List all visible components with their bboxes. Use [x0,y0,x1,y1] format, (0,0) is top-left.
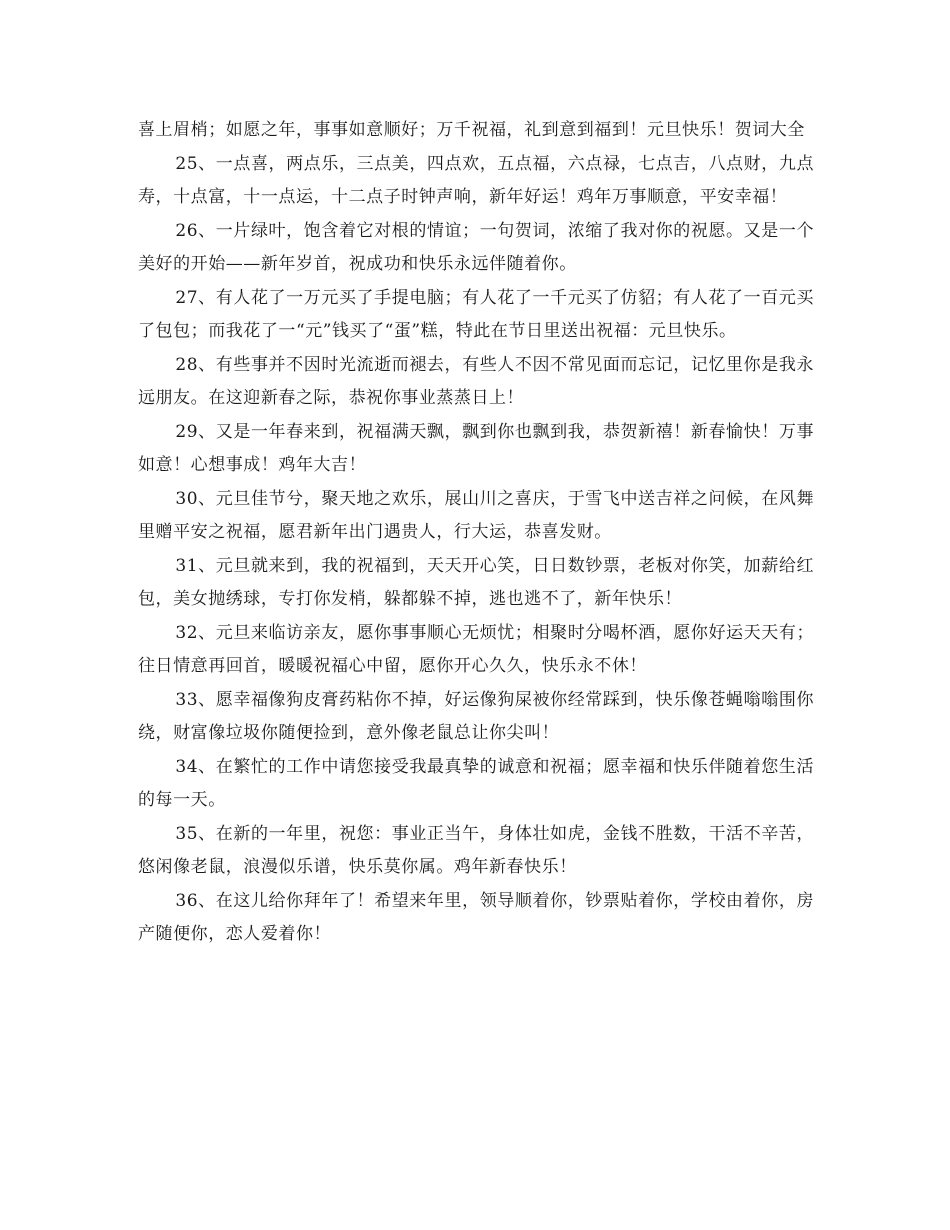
paragraph-item-25: 25、一点喜，两点乐，三点美，四点欢，五点福，六点禄，七点吉，八点财，九点寿，十点富，十一点运，十二点子时钟声响，新年好运！鸡年万事顺意，平安幸福！ [138,153,814,207]
paragraph-item-33: 33、愿幸福像狗皮膏药粘你不掉，好运像狗屎被你经常踩到，快乐像苍蝇嗡嗡围你绕，财富像垃圾你随便捡到，意外像老鼠总让你尖叫！ [138,689,814,743]
paragraph-item-30: 30、元旦佳节兮，聚天地之欢乐，展山川之喜庆，于雪飞中送吉祥之问候，在风舞里赠平安之祝福，愿君新年出门遇贵人，行大运，恭喜发财。 [138,488,814,542]
paragraph-item-34: 34、在繁忙的工作中请您接受我最真挚的诚意和祝福；愿幸福和快乐伴随着您生活的每一天。 [138,756,814,810]
document-body [138,114,814,952]
paragraph-item-31: 31、元旦就来到，我的祝福到，天天开心笑，日日数钞票，老板对你笑，加薪给红包，美女抛绣球，专打你发梢，躲都躲不掉，逃也逃不了，新年快乐！ [138,555,814,609]
paragraph-item-28: 28、有些事并不因时光流逝而褪去，有些人不因不常见面而忘记，记忆里你是我永远朋友。在这迎新春之际，恭祝你事业蒸蒸日上！ [138,354,814,408]
paragraph-continuation: 喜上眉梢；如愿之年，事事如意顺好；万千祝福，礼到意到福到！元旦快乐！贺词大全 [138,120,805,140]
paragraph-item-32: 32、元旦来临访亲友，愿你事事顺心无烦忧；相聚时分喝杯酒，愿你好运天天有；往日情意再回首，暖暖祝福心中留，愿你开心久久，快乐永不休！ [138,622,814,676]
paragraph-item-36: 36、在这儿给你拜年了！希望来年里，领导顺着你，钞票贴着你，学校由着你，房产随便你，恋人爱着你！ [138,890,814,944]
paragraph-item-35: 35、在新的一年里，祝您：事业正当午，身体壮如虎，金钱不胜数，干活不辛苦，悠闲像老鼠，浪漫似乐谱，快乐莫你属。鸡年新春快乐！ [138,823,814,877]
paragraph-item-27: 27、有人花了一万元买了手提电脑；有人花了一千元买了仿貂；有人花了一百元买了包包；而我花了一“元”钱买了“蛋”糕，特此在节日里送出祝福：元旦快乐。 [138,287,814,341]
paragraph-item-29: 29、又是一年春来到，祝福满天飘，飘到你也飘到我，恭贺新禧！新春愉快！万事如意！心想事成！鸡年大吉！ [138,421,814,475]
paragraph-item-26: 26、一片绿叶，饱含着它对根的情谊；一句贺词，浓缩了我对你的祝愿。又是一个美好的开始——新年岁首，祝成功和快乐永远伴随着你。 [138,220,814,274]
